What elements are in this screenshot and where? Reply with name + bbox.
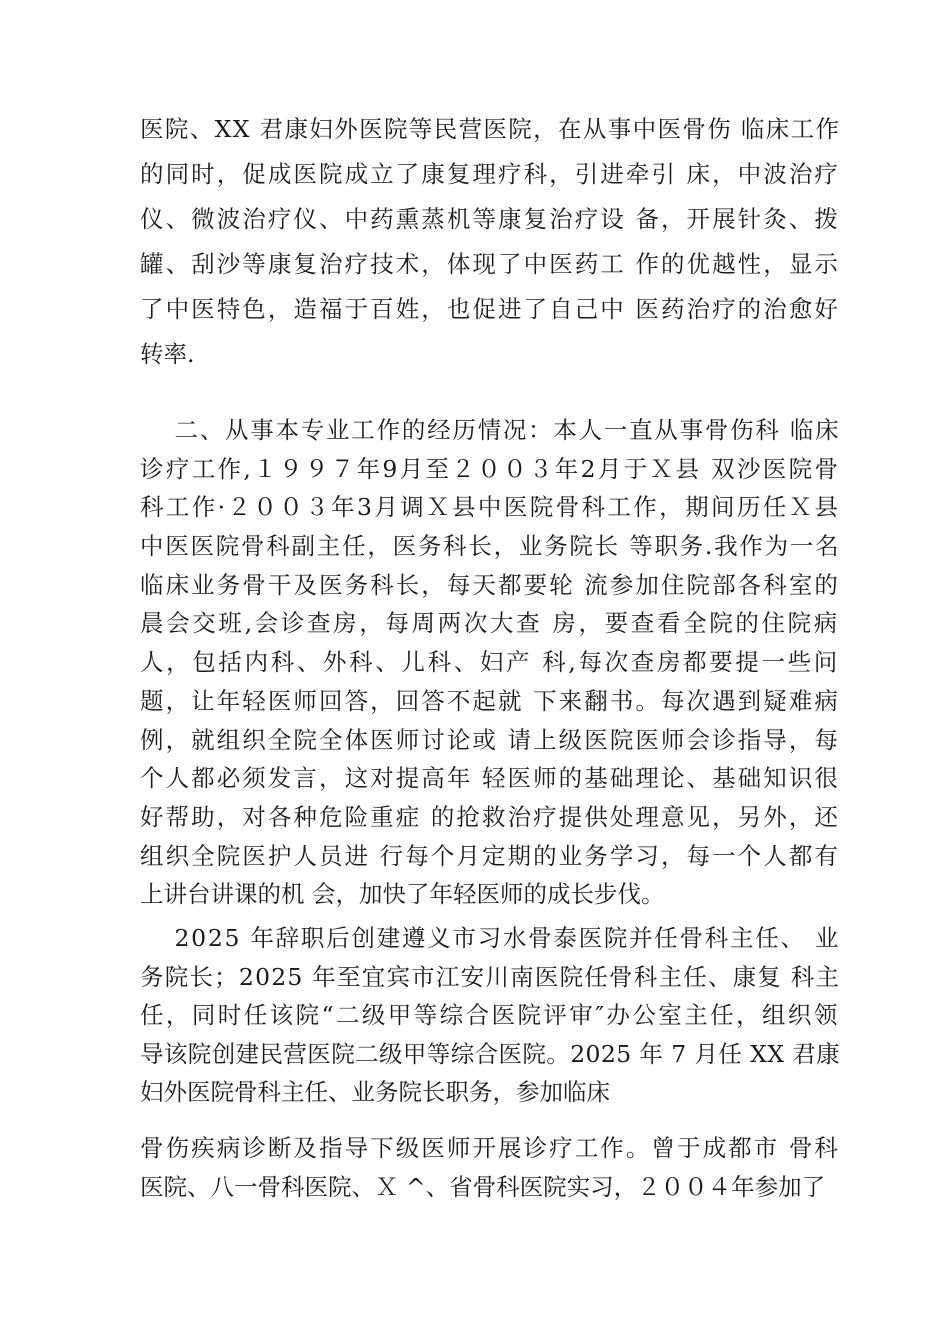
- text-line: 医院、XX 君康妇外医院等民营医院，在从事中医骨伤 临床工作: [140, 115, 841, 143]
- paragraph-3: [140, 919, 840, 1112]
- text-line: 个人都必须发言，这对提高年 轻医师的基础理论、基础知识很: [140, 764, 840, 793]
- text-line: 临床业务骨干及医务科长，每天都要轮 流参加住院部各科室的: [140, 570, 840, 599]
- text-line: 转率.: [140, 340, 195, 368]
- text-line: 医院、八一骨科医院、Ｘ ^、省骨科医院实习，２００４年参加了: [140, 1172, 826, 1201]
- text-line: 妇外医院骨科主任、业务院长职务，参加临床: [140, 1078, 610, 1106]
- text-line: 例，就组织全院全体医师讨论或 请上级医院医师会诊指导，每: [140, 725, 840, 754]
- text-line: 中医医院骨科副主任，医务科长，业务院长 等职务.我作为一名: [140, 532, 841, 561]
- text-line: 二、从事本专业工作的经历情况：本人一直从事骨伤科 临床: [140, 416, 841, 444]
- text-line: 仪、微波治疗仪、中药熏蒸机等康复治疗设 备，开展针灸、拨: [140, 205, 840, 233]
- paragraph-2: [140, 411, 840, 914]
- text-line: 题，让年轻医师回答，回答不起就 下来翻书。每次遇到疑难病: [140, 686, 840, 715]
- text-line: 任，同时任该院“二级甲等综合医院评审″办公室主任，组织领: [140, 1001, 840, 1029]
- text-line: 2025 年辞职后创建遵义市习水骨泰医院并任骨科主任、 业: [140, 924, 841, 952]
- text-line: 好帮助，对各种危险重症 的抢救治疗提供处理意见，另外，还: [140, 802, 840, 831]
- text-line: 导该院创建民营医院二级甲等综合医院。2025 年 7 月任 XX 君康: [140, 1039, 841, 1068]
- paragraph-4: [140, 1129, 840, 1206]
- text-line: 人，包括内科、外科、儿科、妇产 科,每次查房都要提一些问: [140, 648, 840, 677]
- text-line: 罐、刮沙等康复治疗技术，体现了中医药工 作的优越性，显示: [140, 250, 840, 278]
- text-line: 了中医特色，造福于百姓，也促进了自己中 医药治疗的治愈好: [140, 295, 840, 323]
- text-line: 上讲台讲课的机 会，加快了年轻医师的成长步伐。: [140, 880, 665, 909]
- text-line: 科工作·２００３年3月调Ｘ县中医院骨科工作，期间历任Ｘ县: [140, 493, 841, 522]
- text-line: 务院长；2025 年至宜宾市江安川南医院任骨科主任、康复 科主: [140, 962, 841, 991]
- text-line: 骨伤疾病诊断及指导下级医师开展诊疗工作。曾于成都市 骨科: [140, 1134, 840, 1162]
- text-line: 组织全院医护人员进 行每个月定期的业务学习，每一个人都有: [140, 841, 840, 870]
- text-line: 晨会交班,会诊查房，每周两次大查 房，要查看全院的住院病: [140, 609, 840, 638]
- paragraph-1: [140, 107, 840, 377]
- text-line: 的同时，促成医院成立了康复理疗科，引进牵引 床，中波治疗: [140, 160, 840, 188]
- text-line: 诊疗工作,１９９７年9月至２００３年2月于Ｘ县 双沙医院骨: [140, 454, 841, 483]
